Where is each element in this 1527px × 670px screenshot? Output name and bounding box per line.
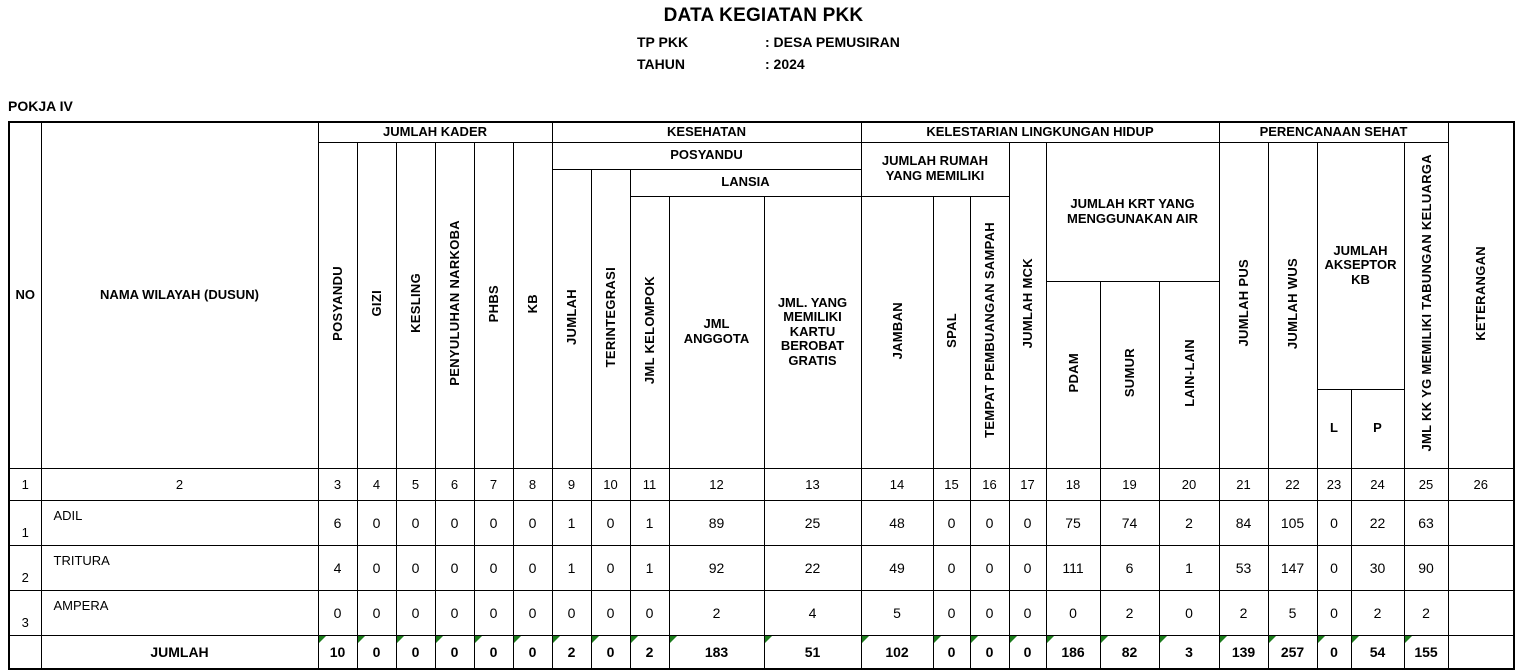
col-header-spal[interactable]: SPAL <box>933 196 970 468</box>
formula-marker-icon <box>358 636 365 643</box>
data-cell[interactable]: 0 <box>1317 545 1351 590</box>
data-cell[interactable]: 105 <box>1268 500 1317 545</box>
data-cell[interactable]: 75 <box>1046 500 1100 545</box>
column-number-cell[interactable]: 13 <box>764 468 861 500</box>
data-cell[interactable]: 63 <box>1404 500 1448 545</box>
column-number-cell[interactable]: 14 <box>861 468 933 500</box>
total-cell[interactable]: 2 <box>552 635 591 669</box>
total-cell[interactable]: 183 <box>669 635 764 669</box>
subgroup-header-lansia[interactable]: LANSIA <box>630 169 861 196</box>
total-cell[interactable]: 54 <box>1351 635 1404 669</box>
col-header-phbs[interactable]: PHBS <box>474 142 513 468</box>
col-header-jml-anggota[interactable]: JML ANGGOTA <box>669 196 764 468</box>
col-header-jml-kelompok[interactable]: JML KELOMPOK <box>630 196 669 468</box>
subgroup-header-akseptor-kb[interactable]: JUMLAH AKSEPTOR KB <box>1317 142 1404 389</box>
data-cell[interactable]: 5 <box>861 590 933 635</box>
column-number-cell[interactable]: 10 <box>591 468 630 500</box>
total-cell[interactable]: 2 <box>630 635 669 669</box>
tp-pkk-label: TP PKK <box>637 34 689 50</box>
col-header-nama-wilayah[interactable]: NAMA WILAYAH (DUSUN) <box>41 122 318 468</box>
formula-marker-icon <box>1010 636 1017 643</box>
data-cell[interactable]: 0 <box>591 590 630 635</box>
data-cell[interactable]: 0 <box>318 590 357 635</box>
formula-marker-icon <box>592 636 599 643</box>
data-cell[interactable]: 0 <box>630 590 669 635</box>
data-cell[interactable]: 0 <box>357 545 396 590</box>
data-cell[interactable]: 48 <box>861 500 933 545</box>
column-number-cell[interactable]: 24 <box>1351 468 1404 500</box>
total-no-cell[interactable] <box>9 635 41 669</box>
data-cell[interactable]: 6 <box>1100 545 1159 590</box>
data-cell[interactable]: 0 <box>435 590 474 635</box>
data-cell[interactable]: 5 <box>1268 590 1317 635</box>
tahun-label: TAHUN <box>637 56 685 72</box>
meta-row-tppkk <box>637 31 900 53</box>
subgroup-header-krt-air[interactable]: JUMLAH KRT YANG MENGGUNAKAN AIR <box>1046 142 1219 281</box>
data-cell[interactable]: 111 <box>1046 545 1100 590</box>
group-header-jumlah-kader[interactable]: JUMLAH KADER <box>318 122 552 142</box>
formula-marker-icon <box>670 636 677 643</box>
total-cell[interactable]: 82 <box>1100 635 1159 669</box>
keterangan-cell[interactable] <box>1448 545 1514 590</box>
formula-marker-icon <box>1405 636 1412 643</box>
data-cell[interactable]: 84 <box>1219 500 1268 545</box>
data-cell[interactable]: 0 <box>933 500 970 545</box>
formula-marker-icon <box>475 636 482 643</box>
column-number-cell[interactable]: 26 <box>1448 468 1514 500</box>
column-number-cell[interactable]: 1 <box>9 468 41 500</box>
total-cell[interactable]: 0 <box>933 635 970 669</box>
total-cell[interactable]: 51 <box>764 635 861 669</box>
tahun-value: : 2024 <box>765 56 805 72</box>
column-number-cell[interactable]: 2 <box>41 468 318 500</box>
col-header-sumur[interactable]: SUMUR <box>1100 281 1159 468</box>
formula-marker-icon <box>1220 636 1227 643</box>
col-header-kartu-berobat[interactable]: JML. YANG MEMILIKI KARTU BEROBAT GRATIS <box>764 196 861 468</box>
data-cell[interactable]: 22 <box>764 545 861 590</box>
formula-marker-icon <box>397 636 404 643</box>
data-cell[interactable]: 0 <box>552 590 591 635</box>
data-cell[interactable]: 2 <box>1219 590 1268 635</box>
keterangan-cell[interactable] <box>1448 500 1514 545</box>
col-header-kesling[interactable]: KESLING <box>396 142 435 468</box>
formula-marker-icon <box>1047 636 1054 643</box>
data-cell[interactable]: 0 <box>970 500 1009 545</box>
formula-marker-icon <box>631 636 638 643</box>
data-cell[interactable]: 0 <box>396 500 435 545</box>
formula-marker-icon <box>436 636 443 643</box>
col-header-keterangan[interactable] <box>1448 122 1514 468</box>
column-number-cell[interactable]: 20 <box>1159 468 1219 500</box>
column-number-cell[interactable]: 5 <box>396 468 435 500</box>
total-keterangan-cell[interactable] <box>1448 635 1514 669</box>
data-cell[interactable]: 0 <box>1159 590 1219 635</box>
total-cell[interactable]: 155 <box>1404 635 1448 669</box>
total-row <box>9 635 1514 669</box>
dusun-name-cell[interactable]: AMPERA <box>41 590 318 635</box>
data-cell[interactable]: 2 <box>1404 590 1448 635</box>
col-header-pdam[interactable]: PDAM <box>1046 281 1100 468</box>
subgroup-header-rumah-memiliki[interactable]: JUMLAH RUMAH YANG MEMILIKI <box>861 142 1009 196</box>
column-number-row <box>9 468 1514 500</box>
column-number-cell[interactable]: 25 <box>1404 468 1448 500</box>
col-header-tempat-sampah[interactable]: TEMPAT PEMBUANGAN SAMPAH <box>970 196 1009 468</box>
data-cell[interactable]: 90 <box>1404 545 1448 590</box>
total-cell[interactable]: 102 <box>861 635 933 669</box>
keterangan-cell[interactable] <box>1448 590 1514 635</box>
col-header-terintegrasi[interactable]: TERINTEGRASI <box>591 169 630 468</box>
data-cell[interactable]: 0 <box>591 500 630 545</box>
col-header-gizi[interactable]: GIZI <box>357 142 396 468</box>
column-number-cell[interactable]: 7 <box>474 468 513 500</box>
column-number-cell[interactable]: 9 <box>552 468 591 500</box>
data-cell[interactable]: 1 <box>630 545 669 590</box>
data-cell[interactable]: 0 <box>933 545 970 590</box>
column-number-cell[interactable]: 15 <box>933 468 970 500</box>
data-cell[interactable]: 1 <box>630 500 669 545</box>
col-header-jumlah-mck[interactable]: JUMLAH MCK <box>1009 142 1046 468</box>
data-cell[interactable]: 0 <box>970 545 1009 590</box>
data-cell[interactable]: 0 <box>1009 545 1046 590</box>
data-cell[interactable]: 2 <box>1100 590 1159 635</box>
data-cell[interactable]: 0 <box>513 590 552 635</box>
total-cell[interactable]: 186 <box>1046 635 1100 669</box>
formula-marker-icon <box>934 636 941 643</box>
data-cell[interactable]: 22 <box>1351 500 1404 545</box>
formula-marker-icon <box>1160 636 1167 643</box>
column-number-cell[interactable]: 19 <box>1100 468 1159 500</box>
formula-marker-icon <box>553 636 560 643</box>
data-cell[interactable]: 25 <box>764 500 861 545</box>
formula-marker-icon <box>514 636 521 643</box>
data-cell[interactable]: 0 <box>1046 590 1100 635</box>
data-cell[interactable]: 92 <box>669 545 764 590</box>
data-cell[interactable]: 74 <box>1100 500 1159 545</box>
total-cell[interactable]: 0 <box>591 635 630 669</box>
data-cell[interactable]: 0 <box>1009 590 1046 635</box>
formula-marker-icon <box>319 636 326 643</box>
col-header-jumlah-wus[interactable]: JUMLAH WUS <box>1268 142 1317 468</box>
col-header-akseptor-p[interactable]: P <box>1351 389 1404 468</box>
formula-marker-icon <box>765 636 772 643</box>
data-cell[interactable]: 49 <box>861 545 933 590</box>
total-cell[interactable]: 257 <box>1268 635 1317 669</box>
data-cell[interactable]: 2 <box>1159 500 1219 545</box>
formula-marker-icon <box>971 636 978 643</box>
data-cell[interactable]: 0 <box>933 590 970 635</box>
column-number-cell[interactable]: 8 <box>513 468 552 500</box>
data-cell[interactable]: 0 <box>396 545 435 590</box>
column-number-cell[interactable]: 12 <box>669 468 764 500</box>
column-number-cell[interactable]: 6 <box>435 468 474 500</box>
column-number-cell[interactable]: 16 <box>970 468 1009 500</box>
col-header-lain-lain[interactable]: LAIN-LAIN <box>1159 281 1219 468</box>
column-number-cell[interactable]: 23 <box>1317 468 1351 500</box>
data-cell[interactable]: 2 <box>669 590 764 635</box>
data-cell[interactable]: 0 <box>970 590 1009 635</box>
col-header-jumlah-posyandu[interactable]: JUMLAH <box>552 169 591 468</box>
data-cell[interactable]: 4 <box>318 545 357 590</box>
dusun-name-cell[interactable]: ADIL <box>41 500 318 545</box>
col-header-penyuluhan-narkoba[interactable]: PENYULUHAN NARKOBA <box>435 142 474 468</box>
col-header-jamban[interactable]: JAMBAN <box>861 196 933 468</box>
col-header-no[interactable]: NO <box>9 122 41 468</box>
data-cell[interactable]: 1 <box>1159 545 1219 590</box>
total-cell[interactable]: 0 <box>474 635 513 669</box>
data-cell[interactable]: 0 <box>357 500 396 545</box>
data-cell[interactable]: 2 <box>1351 590 1404 635</box>
total-cell[interactable]: 139 <box>1219 635 1268 669</box>
page-title: DATA KEGIATAN PKK <box>663 5 864 26</box>
pokja-section-label: POKJA IV <box>8 98 73 114</box>
table-row-ampera <box>9 590 1514 635</box>
column-number-cell[interactable]: 21 <box>1219 468 1268 500</box>
col-header-posyandu-kader[interactable]: POSYANDU <box>318 142 357 468</box>
formula-marker-icon <box>1318 636 1325 643</box>
column-number-cell[interactable]: 3 <box>318 468 357 500</box>
total-cell[interactable]: 0 <box>435 635 474 669</box>
total-cell[interactable]: 3 <box>1159 635 1219 669</box>
column-number-cell[interactable]: 18 <box>1046 468 1100 500</box>
dusun-name-cell[interactable]: TRITURA <box>41 545 318 590</box>
data-cell[interactable]: 0 <box>474 590 513 635</box>
data-cell[interactable]: 0 <box>513 500 552 545</box>
data-cell[interactable]: 0 <box>435 500 474 545</box>
total-cell[interactable]: 0 <box>1009 635 1046 669</box>
data-cell[interactable]: 0 <box>357 590 396 635</box>
col-header-akseptor-l[interactable]: L <box>1317 389 1351 468</box>
formula-marker-icon <box>1269 636 1276 643</box>
group-header-perencanaan[interactable]: PERENCANAAN SEHAT <box>1219 122 1448 142</box>
data-cell[interactable]: 1 <box>552 545 591 590</box>
col-header-tabungan-keluarga[interactable]: JML KK YG MEMILIKI TABUNGAN KELUARGA <box>1404 142 1448 468</box>
data-cell[interactable]: 0 <box>1317 500 1351 545</box>
column-number-cell[interactable]: 22 <box>1268 468 1317 500</box>
data-cell[interactable]: 0 <box>513 545 552 590</box>
row-number-cell[interactable]: 1 <box>9 500 41 545</box>
total-cell[interactable]: 0 <box>513 635 552 669</box>
col-header-jumlah-pus[interactable]: JUMLAH PUS <box>1219 142 1268 468</box>
formula-marker-icon <box>862 636 869 643</box>
column-number-cell[interactable]: 17 <box>1009 468 1046 500</box>
subgroup-header-posyandu[interactable]: POSYANDU <box>552 142 861 169</box>
group-header-kelestarian[interactable]: KELESTARIAN LINGKUNGAN HIDUP <box>861 122 1219 142</box>
data-cell[interactable]: 0 <box>474 545 513 590</box>
tp-pkk-value: : DESA PEMUSIRAN <box>765 34 900 50</box>
data-cell[interactable]: 147 <box>1268 545 1317 590</box>
meta-block <box>637 31 900 75</box>
data-cell[interactable]: 89 <box>669 500 764 545</box>
table-row-adil <box>9 500 1514 545</box>
data-cell[interactable]: 0 <box>1317 590 1351 635</box>
total-cell[interactable]: 10 <box>318 635 357 669</box>
total-cell[interactable]: 0 <box>1317 635 1351 669</box>
table-row-tritura <box>9 545 1514 590</box>
data-cell[interactable]: 4 <box>764 590 861 635</box>
group-header-kesehatan[interactable]: KESEHATAN <box>552 122 861 142</box>
data-cell[interactable]: 0 <box>474 500 513 545</box>
data-cell[interactable]: 53 <box>1219 545 1268 590</box>
total-cell[interactable]: 0 <box>396 635 435 669</box>
data-cell[interactable]: 30 <box>1351 545 1404 590</box>
formula-marker-icon <box>1352 636 1359 643</box>
row-number-cell[interactable]: 2 <box>9 545 41 590</box>
meta-row-tahun <box>637 53 900 75</box>
column-number-cell[interactable]: 11 <box>630 468 669 500</box>
data-cell[interactable]: 0 <box>435 545 474 590</box>
data-cell[interactable]: 6 <box>318 500 357 545</box>
column-number-cell[interactable]: 4 <box>357 468 396 500</box>
col-header-kb[interactable]: KB <box>513 142 552 468</box>
data-cell[interactable]: 0 <box>396 590 435 635</box>
data-cell[interactable]: 0 <box>591 545 630 590</box>
total-label-cell[interactable]: JUMLAH <box>41 635 318 669</box>
keterangan-label: KETERANGAN <box>1473 246 1489 341</box>
formula-marker-icon <box>1101 636 1108 643</box>
data-cell[interactable]: 1 <box>552 500 591 545</box>
total-cell[interactable]: 0 <box>970 635 1009 669</box>
pkk-data-table <box>8 121 1515 670</box>
data-cell[interactable]: 0 <box>1009 500 1046 545</box>
total-cell[interactable]: 0 <box>357 635 396 669</box>
row-number-cell[interactable]: 3 <box>9 590 41 635</box>
